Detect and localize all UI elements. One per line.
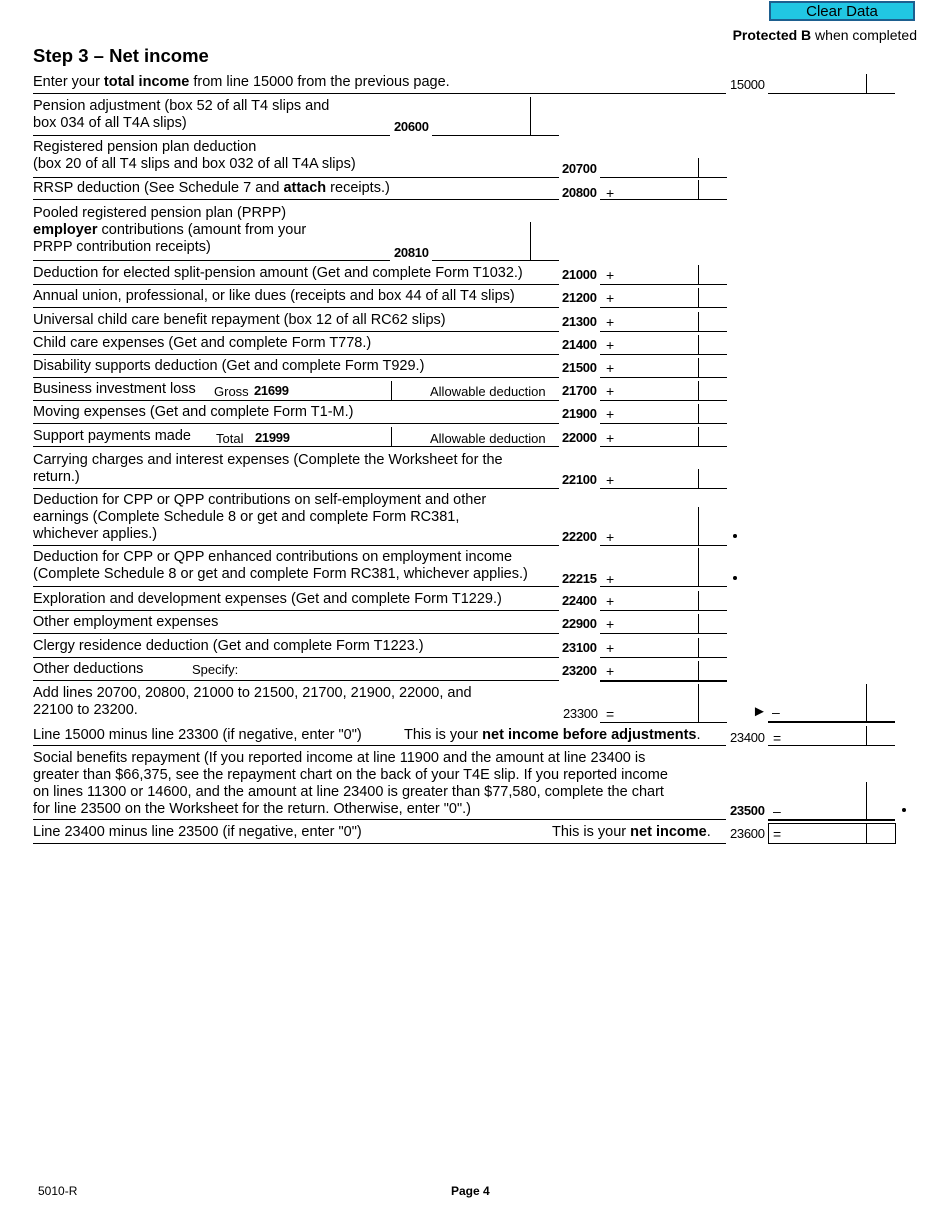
line-23100-input[interactable] <box>618 638 696 656</box>
equals-sign: = <box>773 826 782 842</box>
field-underline <box>600 633 727 634</box>
cents-divider <box>866 823 867 844</box>
net-income-before-adjustments-label: This is your net income before adjustments. <box>404 727 701 743</box>
line-21700-input[interactable] <box>618 381 696 399</box>
line-code-20810: 20810 <box>394 245 429 260</box>
line-22100-input[interactable] <box>618 469 696 487</box>
line-20600-label: Pension adjustment (box 52 of all T4 slips and <box>33 98 330 114</box>
line-22400-input[interactable] <box>618 591 696 609</box>
cents-divider <box>391 427 392 446</box>
plus-sign: + <box>606 360 615 376</box>
line-15000-input[interactable] <box>770 74 864 92</box>
divider <box>33 610 559 611</box>
cents-divider <box>698 661 699 680</box>
plus-sign: + <box>606 529 615 545</box>
line-code-21300: 21300 <box>562 314 597 329</box>
cents-divider <box>866 726 867 745</box>
field-underline <box>600 610 727 611</box>
field-underline <box>600 284 727 285</box>
plus-sign: + <box>606 383 615 399</box>
cents-divider <box>698 614 699 633</box>
plus-sign: + <box>606 314 615 330</box>
line-23400-input[interactable] <box>786 726 864 744</box>
line-code-23600: 23600 <box>730 826 765 841</box>
divider <box>33 423 559 424</box>
divider <box>33 199 559 200</box>
field-underline <box>768 721 895 723</box>
line-20810-label: Pooled registered pension plan (PRPP) <box>33 205 287 221</box>
line-23600-label: Line 23400 minus line 23500 (if negative, enter "0") <box>33 824 362 840</box>
line-20810-input[interactable] <box>434 241 528 259</box>
line-code-23500: 23500 <box>730 803 765 818</box>
line-20600-label-2: box 034 of all T4A slips) <box>33 115 187 131</box>
cents-divider <box>698 180 699 199</box>
divider <box>33 400 559 401</box>
line-23500-label-3: on lines 11300 or 14600, and the amount at line 23400 is greater than $77,580, complete the chart <box>33 784 664 800</box>
cents-divider <box>866 74 867 93</box>
cents-divider <box>866 782 867 819</box>
line-23200-input[interactable] <box>618 661 696 679</box>
page-title: Step 3 – Net income <box>33 45 209 66</box>
line-22215-label-2: (Complete Schedule 8 or get and complete Form RC381, whichever applies.) <box>33 566 528 582</box>
cents-divider <box>530 222 531 260</box>
plus-sign: + <box>606 267 615 283</box>
line-code-21200: 21200 <box>562 290 597 305</box>
plus-sign: + <box>606 290 615 306</box>
line-22100-label-2: return.) <box>33 469 80 485</box>
line-22000-label: Support payments made <box>33 428 191 444</box>
cents-divider <box>698 404 699 423</box>
line-code-21900: 21900 <box>562 406 597 421</box>
divider <box>33 745 726 746</box>
line-20700-label: Registered pension plan deduction <box>33 139 257 155</box>
plus-sign: + <box>606 663 615 679</box>
line-23500-input[interactable] <box>786 800 864 818</box>
line-21400-input[interactable] <box>618 335 696 353</box>
divider <box>33 819 726 820</box>
line-code-21699: 21699 <box>254 383 289 398</box>
divider <box>33 93 726 94</box>
cents-divider <box>698 265 699 284</box>
divider <box>33 657 559 658</box>
line-code-22215: 22215 <box>562 571 597 586</box>
line-21999-input[interactable] <box>295 427 389 445</box>
line-23300-label: Add lines 20700, 20800, 21000 to 21500, 21700, 21900, 22000, and <box>33 685 472 701</box>
line-code-15000: 15000 <box>730 77 765 92</box>
line-23100-label: Clergy residence deduction (Get and complete Form T1223.) <box>33 638 424 654</box>
allowable-deduction-label: Allowable deduction <box>430 431 546 446</box>
cents-divider <box>698 158 699 177</box>
divider <box>33 177 559 178</box>
field-underline <box>600 657 727 658</box>
line-21200-input[interactable] <box>618 288 696 306</box>
divider <box>33 377 559 378</box>
line-23300-carry-input[interactable] <box>786 702 864 720</box>
line-22200-label: Deduction for CPP or QPP contributions on self-employment and other <box>33 492 487 508</box>
line-21300-label: Universal child care benefit repayment (box 12 of all RC62 slips) <box>33 312 446 328</box>
cents-divider <box>866 684 867 721</box>
line-23300-label-2: 22100 to 23200. <box>33 702 138 718</box>
specify-label: Specify: <box>192 662 239 677</box>
field-underline <box>768 745 895 746</box>
line-22900-input[interactable] <box>618 614 696 632</box>
field-underline <box>600 545 727 546</box>
arrow-icon: ► <box>752 703 767 720</box>
line-22400-label: Exploration and development expenses (Get and complete Form T1229.) <box>33 591 502 607</box>
cents-divider <box>698 288 699 307</box>
line-20810-label-2: employer contributions (amount from your <box>33 222 307 238</box>
cents-divider <box>530 97 531 135</box>
minus-sign: – <box>772 704 780 720</box>
plus-sign: + <box>606 472 615 488</box>
equals-sign: = <box>773 730 782 746</box>
line-21700-label: Business investment loss <box>33 381 196 397</box>
cents-divider <box>698 638 699 657</box>
divider <box>33 843 726 844</box>
plus-sign: + <box>606 571 615 587</box>
line-code-23100: 23100 <box>562 640 597 655</box>
line-code-21999: 21999 <box>255 430 290 445</box>
field-underline <box>432 135 559 136</box>
field-underline <box>600 307 727 308</box>
line-code-23300: 23300 <box>563 706 598 721</box>
field-underline <box>600 722 727 723</box>
divider <box>33 488 559 489</box>
line-code-20700: 20700 <box>562 161 597 176</box>
line-code-23400: 23400 <box>730 730 765 745</box>
line-23500-label-4: for line 23500 on the Worksheet for the return. Otherwise, enter "0".) <box>33 801 472 817</box>
line-code-20800: 20800 <box>562 185 597 200</box>
total-label: Total <box>216 431 244 446</box>
field-underline <box>432 260 559 261</box>
line-code-20600: 20600 <box>394 119 429 134</box>
cents-divider <box>698 427 699 446</box>
divider <box>33 680 559 681</box>
line-code-22000: 22000 <box>562 430 597 445</box>
divider <box>33 331 559 332</box>
line-21000-label: Deduction for elected split-pension amount (Get and complete Form T1032.) <box>33 265 523 281</box>
divider <box>33 446 559 447</box>
bullet-marker <box>902 808 906 812</box>
field-underline <box>600 331 727 332</box>
field-underline <box>600 377 727 378</box>
gross-label: Gross <box>214 384 249 399</box>
allowable-deduction-label: Allowable deduction <box>430 384 546 399</box>
line-22200-label-3: whichever applies.) <box>33 526 158 542</box>
line-21900-input[interactable] <box>618 404 696 422</box>
field-underline <box>600 177 727 178</box>
cents-divider <box>698 358 699 377</box>
line-20700-label-2: (box 20 of all T4 slips and box 032 of all T4A slips) <box>33 156 356 172</box>
line-22100-label: Carrying charges and interest expenses (Complete the Worksheet for the <box>33 452 503 468</box>
net-income-label: This is your net income. <box>552 824 711 840</box>
cents-divider <box>698 507 699 545</box>
divider <box>33 586 559 587</box>
plus-sign: + <box>606 593 615 609</box>
cents-divider <box>698 548 699 586</box>
cents-divider <box>698 381 699 400</box>
line-22900-label: Other employment expenses <box>33 614 219 630</box>
field-underline <box>600 199 727 200</box>
divider <box>33 135 390 136</box>
line-21699-input[interactable] <box>295 381 389 399</box>
cents-divider <box>698 312 699 331</box>
line-code-22200: 22200 <box>562 529 597 544</box>
equals-sign: = <box>606 706 615 722</box>
field-underline <box>600 488 727 489</box>
line-22215-label: Deduction for CPP or QPP enhanced contributions on employment income <box>33 549 513 565</box>
plus-sign: + <box>606 616 615 632</box>
page-number: Page 4 <box>451 1184 490 1198</box>
divider <box>33 633 559 634</box>
cents-divider <box>698 684 699 722</box>
line-20600-input[interactable] <box>434 116 528 134</box>
bullet-marker <box>733 576 737 580</box>
line-code-21000: 21000 <box>562 267 597 282</box>
line-code-21700: 21700 <box>562 383 597 398</box>
plus-sign: + <box>606 406 615 422</box>
line-21400-label: Child care expenses (Get and complete Form T778.) <box>33 335 372 351</box>
line-23200-label: Other deductions <box>33 661 144 677</box>
line-22215-input[interactable] <box>618 567 696 585</box>
divider <box>33 545 559 546</box>
protected-b-label: Protected B when completed <box>732 27 917 43</box>
plus-sign: + <box>606 430 615 446</box>
line-23500-label-2: greater than $66,375, see the repayment chart on the back of your T4E slip. If you reported income <box>33 767 668 783</box>
line-21500-input[interactable] <box>618 358 696 376</box>
cents-divider <box>698 335 699 354</box>
line-23500-label: Social benefits repayment (If you reported income at line 11900 and the amount at line 23400 is <box>33 750 646 766</box>
field-underline <box>600 680 727 682</box>
field-underline <box>600 354 727 355</box>
plus-sign: + <box>606 640 615 656</box>
line-21200-label: Annual union, professional, or like dues (receipts and box 44 of all T4 slips) <box>33 288 515 304</box>
line-20700-input[interactable] <box>602 158 696 176</box>
line-22200-label-2: earnings (Complete Schedule 8 or get and complete Form RC381, <box>33 509 460 525</box>
cents-divider <box>698 469 699 488</box>
cents-divider <box>391 381 392 400</box>
form-id: 5010-R <box>38 1184 78 1198</box>
line-code-21400: 21400 <box>562 337 597 352</box>
divider <box>33 307 559 308</box>
line-23300-input[interactable] <box>618 703 696 721</box>
line-20800-input[interactable] <box>618 180 696 198</box>
line-21000-input[interactable] <box>618 265 696 283</box>
divider <box>33 260 390 261</box>
line-22000-input[interactable] <box>618 427 696 445</box>
minus-sign: – <box>773 803 781 819</box>
field-underline <box>768 93 895 94</box>
line-code-21500: 21500 <box>562 360 597 375</box>
line-21900-label: Moving expenses (Get and complete Form T1-M.) <box>33 404 354 420</box>
divider <box>33 284 559 285</box>
line-23400-label: Line 15000 minus line 23300 (if negative, enter "0") <box>33 727 362 743</box>
line-23600-input[interactable] <box>786 824 864 842</box>
line-code-23200: 23200 <box>562 663 597 678</box>
field-underline <box>600 586 727 587</box>
divider <box>33 354 559 355</box>
line-22200-input[interactable] <box>618 526 696 544</box>
line-code-22400: 22400 <box>562 593 597 608</box>
clear-data-button[interactable]: Clear Data <box>769 1 915 21</box>
field-underline <box>600 446 727 447</box>
line-15000-label: Enter your total income from line 15000 from the previous page. <box>33 74 450 90</box>
line-21300-input[interactable] <box>618 312 696 330</box>
field-underline <box>768 819 895 821</box>
field-underline <box>600 423 727 424</box>
line-20800-label: RRSP deduction (See Schedule 7 and attach receipts.) <box>33 180 390 196</box>
cents-divider <box>698 591 699 610</box>
plus-sign: + <box>606 337 615 353</box>
bullet-marker <box>733 534 737 538</box>
plus-sign: + <box>606 185 615 201</box>
line-21500-label: Disability supports deduction (Get and complete Form T929.) <box>33 358 425 374</box>
other-deductions-specify-input[interactable] <box>250 661 550 679</box>
line-code-22900: 22900 <box>562 616 597 631</box>
field-underline <box>600 400 727 401</box>
line-20810-label-3: PRPP contribution receipts) <box>33 239 211 255</box>
line-code-22100: 22100 <box>562 472 597 487</box>
